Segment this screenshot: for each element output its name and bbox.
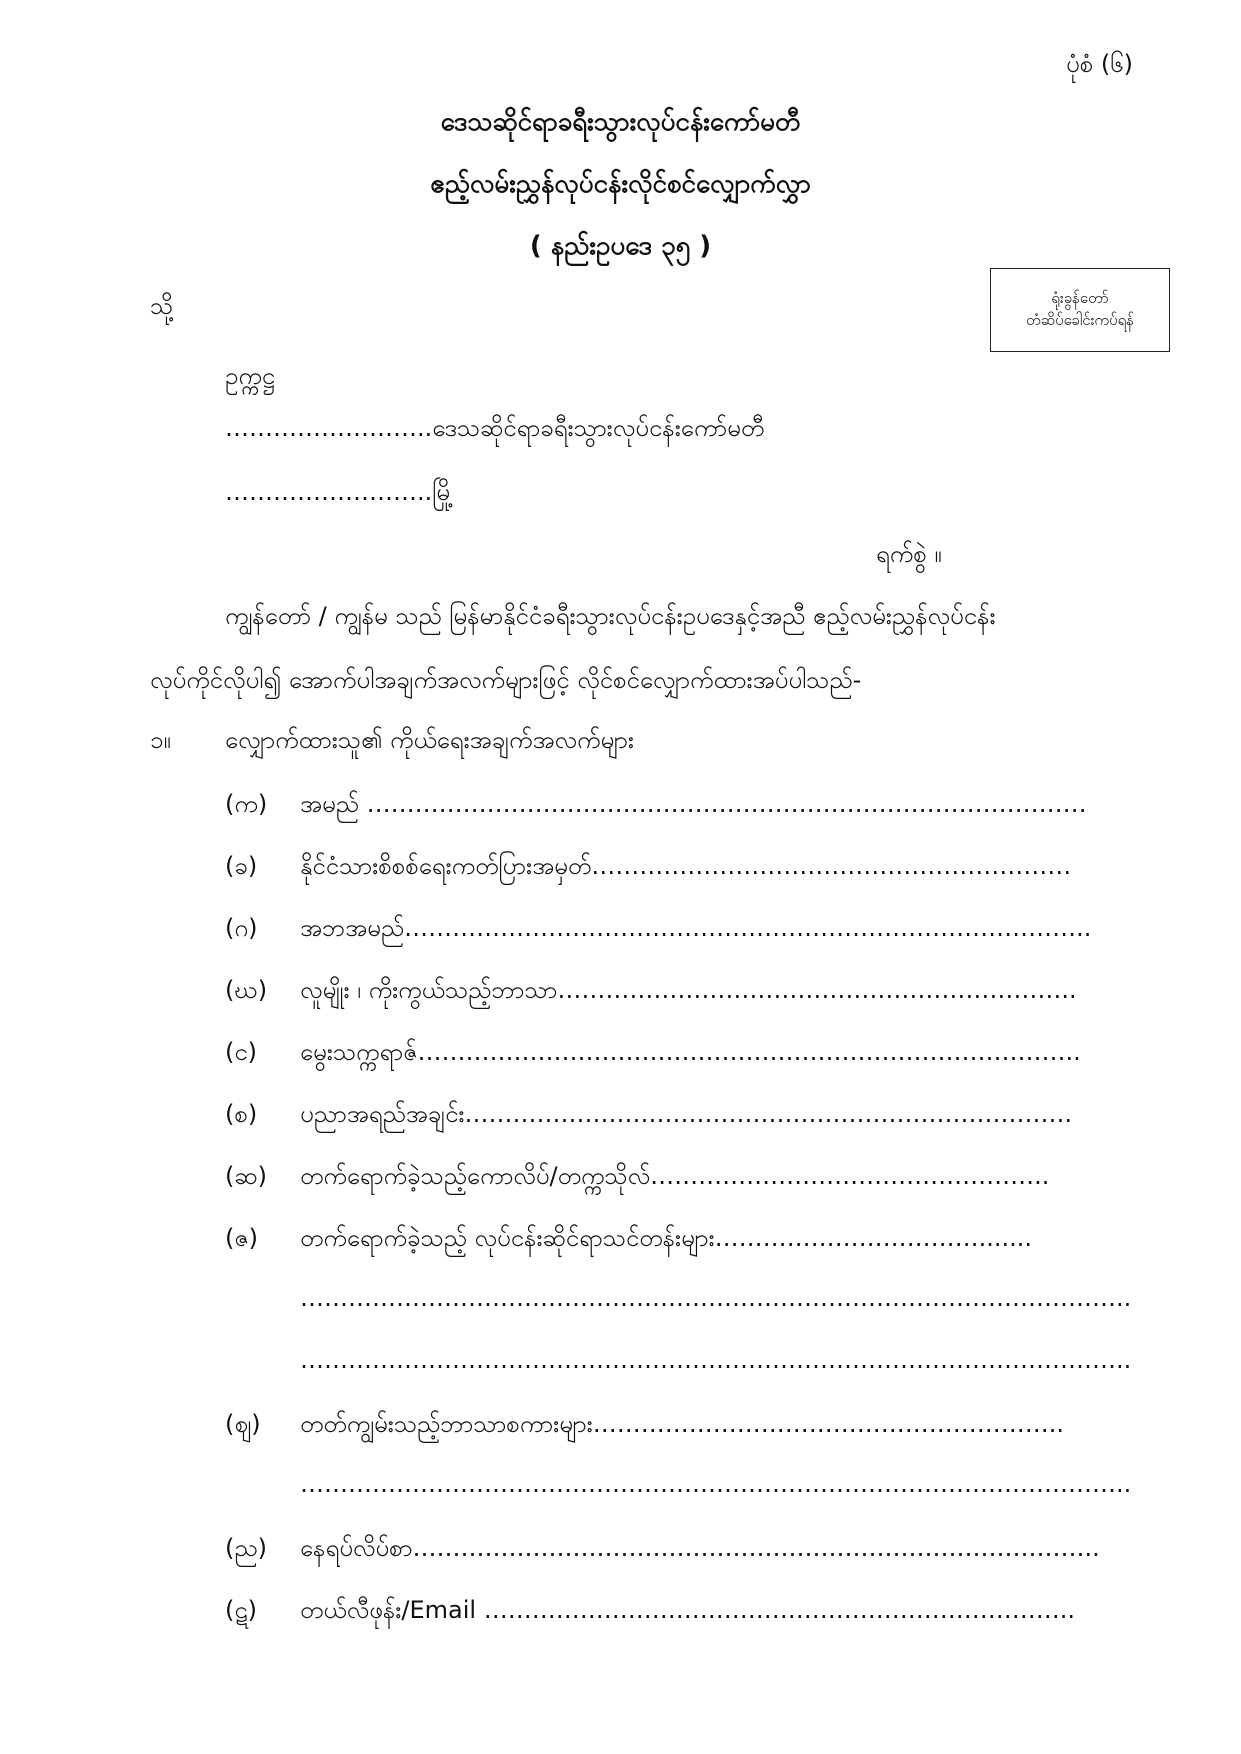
item-za-continuation-2: ………………………………………………………………………………………….. bbox=[300, 1346, 1132, 1374]
intro-line-1: ကျွန်တော် / ကျွန်မ သည် မြန်မာနိုင်ငံခရီးသွားလုပ်ငန်းဥပဒေနှင့်အညီ ဧည့်လမ်းညွှန်လုပ်ငန်း bbox=[225, 602, 996, 630]
stamp-box-line1: ရုံးခွန်တော် bbox=[1051, 289, 1109, 308]
item-text: အဘအမည်………………………………………………………………………….. bbox=[300, 914, 1092, 942]
item-label: (ဂ) bbox=[225, 914, 258, 942]
title-application: ဧည့်လမ်းညွှန်လုပ်ငန်းလိုင်စင်လျှောက်လွှာ bbox=[430, 169, 811, 199]
form-number: ပုံစံ (၆) bbox=[1066, 50, 1134, 78]
item-text: နိုင်ငံသားစိစစ်ရေးကတ်ပြားအမှတ်…………………………………………………… bbox=[300, 852, 1072, 880]
item-label: (ခ) bbox=[225, 852, 258, 880]
date-label: ရက်စွဲ ။ bbox=[876, 540, 942, 568]
city-line: ……………………..မြို့ bbox=[225, 478, 454, 506]
item-text: နေရပ်လိပ်စာ………………………………………………………………………….. bbox=[300, 1534, 1100, 1562]
item-label: (က) bbox=[225, 790, 268, 818]
stamp-box bbox=[990, 268, 1170, 352]
title-committee: ဒေသဆိုင်ရာခရီးသွားလုပ်ငန်းကော်မတီ bbox=[440, 107, 801, 137]
item-text: မွေးသက္ကရာဇ်……………………………………………………………………….. bbox=[300, 1038, 1081, 1066]
item-text: လူမျိုး ၊ ကိုးကွယ်သည့်ဘာသာ……………………………………………………….. bbox=[300, 976, 1077, 1004]
to-label: သို့ bbox=[150, 292, 174, 320]
item-label: (ည) bbox=[225, 1534, 267, 1562]
item-label: (င) bbox=[225, 1038, 258, 1066]
item-text: တက်ရောက်ခဲ့သည့်ကောလိပ်/တက္ကသိုလ်………………………………………….. bbox=[300, 1162, 1050, 1190]
item-label: (ဋ) bbox=[225, 1596, 258, 1624]
item-label: (ဃ) bbox=[225, 976, 268, 1004]
section-1-number: ၁။ bbox=[150, 726, 171, 754]
committee-line: ……………………..ဒေသဆိုင်ရာခရီးသွားလုပ်ငန်းကော်မတီ bbox=[225, 414, 765, 442]
item-zha-continuation: ………………………………………………………………………………………….. bbox=[300, 1470, 1132, 1498]
item-label: (ဇ) bbox=[225, 1224, 258, 1252]
item-text: တတ်ကျွမ်းသည့်ဘာသာစကားများ………………………………………………….. bbox=[300, 1410, 1064, 1438]
item-text: အမည် ……………………………………………………………………………… bbox=[300, 790, 1087, 818]
item-text: တယ်လီဖုန်း/Email ……………………………………………………………….. bbox=[300, 1596, 1075, 1624]
intro-line-2: လုပ်ကိုင်လိုပါ၍ အောက်ပါအချက်အလက်များဖြင့် လိုင်စင်လျှောက်ထားအပ်ပါသည်- bbox=[150, 666, 862, 694]
item-za-continuation-1: ………………………………………………………………………………………….. bbox=[300, 1284, 1132, 1312]
title-rule: ( နည်းဥပဒေ ၃၅ ) bbox=[529, 231, 712, 261]
chair-label: ဥက္ကဋ္ဌ bbox=[225, 362, 275, 390]
section-1-heading: လျှောက်ထားသူ၏ ကိုယ်ရေးအချက်အလက်များ bbox=[225, 726, 634, 754]
item-label: (ဈ) bbox=[225, 1410, 261, 1438]
item-label: (စ) bbox=[225, 1100, 258, 1128]
stamp-box-line2: တံဆိပ်ခေါင်းကပ်ရန် bbox=[1026, 311, 1134, 329]
item-label: (ဆ) bbox=[225, 1162, 267, 1190]
item-text: ပညာအရည်အချင်း…………………………………………………………………. bbox=[300, 1100, 1073, 1128]
item-text: တက်ရောက်ခဲ့သည့် လုပ်ငန်းဆိုင်ရာသင်တန်းများ……………………………....... bbox=[300, 1224, 1032, 1252]
